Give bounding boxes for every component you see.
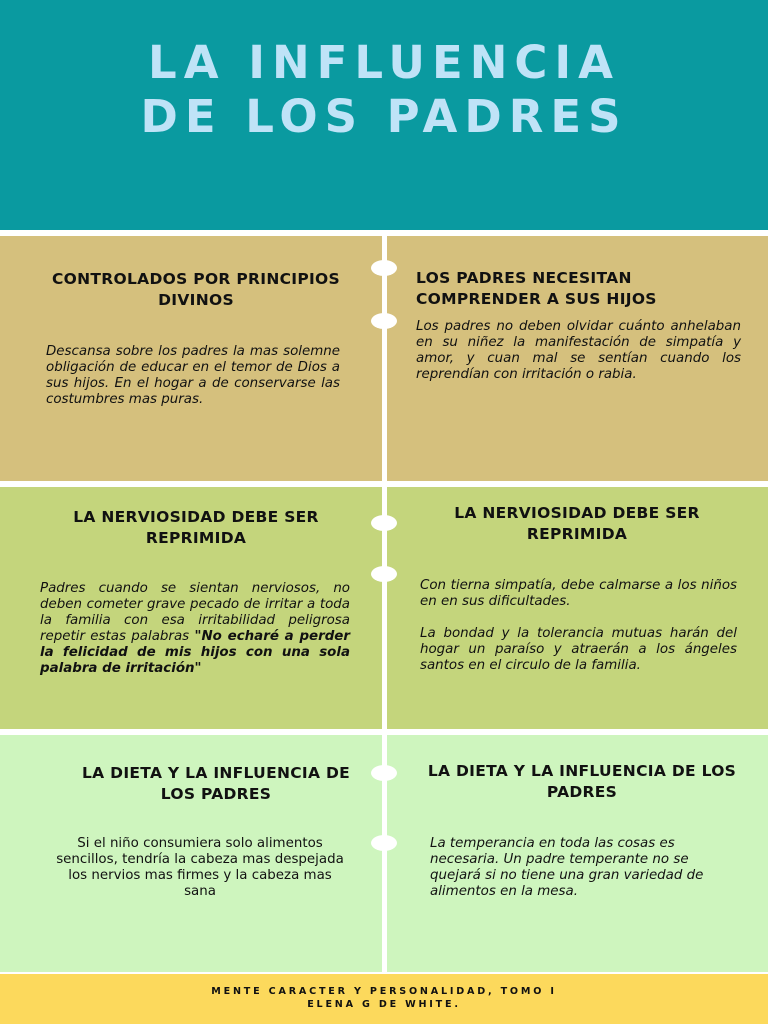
timeline-dot: [371, 566, 397, 582]
section-3-left-heading: LA DIETA Y LA INFLUENCIA DE LOS PADRES: [81, 764, 351, 803]
header-banner: [0, 0, 768, 230]
section-1-right-heading: LOS PADRES NECESITAN COMPRENDER A SUS HIJOS: [416, 269, 657, 308]
section-1-right-panel: [387, 236, 768, 481]
timeline-dot: [371, 260, 397, 276]
section-1-left-panel: [0, 236, 382, 481]
section-1-left-text: Descansa sobre los padres la mas solemne obligación de educar en el temor de Dios a sus hijos. En el hogar a de conservarse las costumbres mas puras.: [46, 344, 340, 407]
section-2-right-text: Con tierna simpatía, debe calmarse a los niños en en sus dificultades.: [420, 578, 737, 609]
timeline-dot: [371, 835, 397, 851]
timeline-dot: [371, 313, 397, 329]
page-title: [0, 36, 768, 144]
section-2-left-text-main: Padres cuando se sientan nerviosos, no deben cometer grave pecado de irritar a toda la familia con esa irritabilidad peligrosa repetir estas palabras: [40, 581, 350, 644]
section-3-right-text: La temperancia en toda las cosas es necesaria. Un padre temperante no se quejará si no tiene una gran variedad de alimentos en la mesa.: [430, 836, 704, 899]
section-1-left-heading: CONTROLADOS POR PRINCIPIOS DIVINOS: [52, 270, 340, 309]
section-2-left-heading: LA NERVIOSIDAD DEBE SER REPRIMIDA: [73, 508, 319, 547]
section-2-right-text-2: La bondad y la tolerancia mutuas harán del hogar un paraíso y atraerán a los ángeles santos en el circulo de la familia.: [420, 626, 737, 673]
section-1-right-text: Los padres no deben olvidar cuánto anhelaban en su niñez la manifestación de simpatía y amor, y cuan mal se sentían cuando los reprendían con irritación o rabia.: [416, 319, 741, 382]
section-3-left-text: Si el niño consumiera solo alimentos sencillos, tendría la cabeza mas despejada los nervios mas firmes y la cabeza mas sana: [56, 836, 344, 899]
timeline-dot: [371, 515, 397, 531]
section-2-left-quote: "No echaré a perder la felicidad de mis hijos con una sola palabra de irritación": [40, 629, 350, 676]
section-3-left-panel: [0, 735, 382, 972]
section-2-right-heading: LA NERVIOSIDAD DEBE SER REPRIMIDA: [454, 504, 700, 543]
section-2-left-panel: [0, 487, 382, 729]
section-2-left-text: [40, 581, 350, 677]
footer-banner: [0, 974, 768, 1024]
timeline-dot: [371, 765, 397, 781]
section-3-right-panel: [387, 735, 768, 972]
footer-citation: [0, 985, 768, 1011]
footer-line-2: ELENA G DE WHITE.: [307, 999, 461, 1010]
center-divider: [382, 236, 387, 972]
title-line-2: DE LOS PADRES: [140, 90, 628, 143]
section-3-right-heading: LA DIETA Y LA INFLUENCIA DE LOS PADRES: [427, 762, 737, 801]
footer-line-1: MENTE CARACTER Y PERSONALIDAD, TOMO I: [211, 986, 557, 997]
title-line-1: LA INFLUENCIA: [148, 36, 620, 89]
section-2-right-panel: [387, 487, 768, 729]
